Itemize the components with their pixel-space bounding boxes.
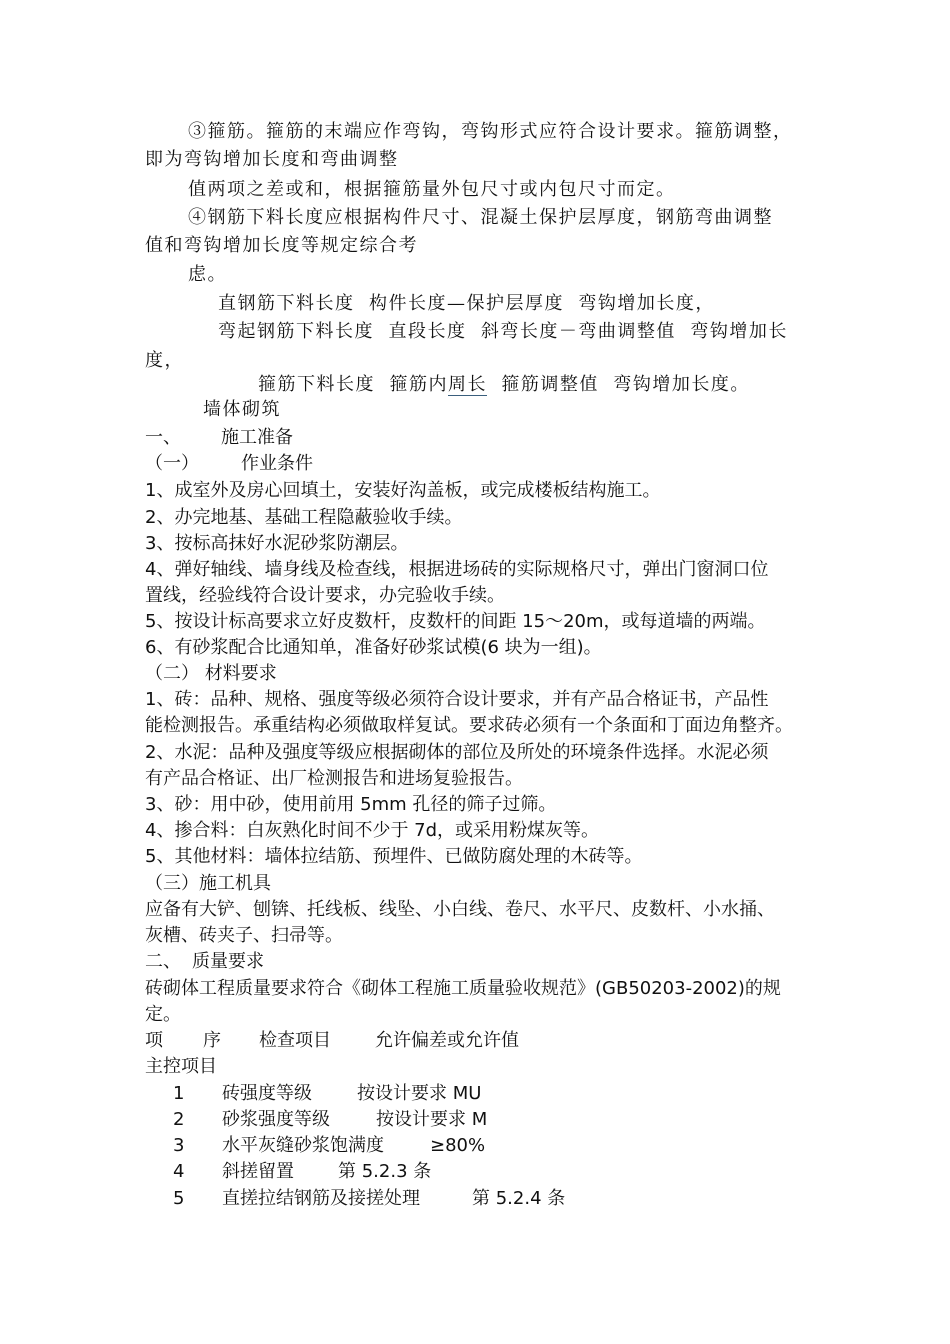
table-row-item: 直搓拉结钢筋及接搓处理 xyxy=(222,1188,420,1209)
table-row-item: 斜搓留置 xyxy=(222,1161,294,1182)
para-stirrup-line-3: 值两项之差或和，根据箍筋量外包尺寸或内包尺寸而定。 xyxy=(188,179,676,200)
material-line: 3、砂：用中砂，使用前用 5mm 孔径的筛子过筛。 xyxy=(145,794,557,815)
material-line: 5、其他材料：墙体拉结筋、预埋件、已做防腐处理的木砖等。 xyxy=(145,846,643,867)
condition-line: 5、按设计标高要求立好皮数杆，皮数杆的间距 15～20m，或每道墙的两端。 xyxy=(145,611,766,632)
heading-1-3: （三）施工机具 xyxy=(145,873,271,894)
table-row-value: 第 5.2.4 条 xyxy=(472,1188,566,1209)
table-row-no: 4 xyxy=(173,1161,185,1182)
condition-line: 2、办完地基、基础工程隐蔽验收手续。 xyxy=(145,507,463,528)
tools-line: 应备有大铲、刨锛、托线板、线坠、小白线、卷尺、水平尺、皮数杆、小水捅、 xyxy=(145,899,775,920)
heading-2 xyxy=(145,953,264,971)
table-row xyxy=(173,1085,481,1103)
formula-stirrup-post: 箍筋调整值 弯钩增加长度。 xyxy=(486,374,750,395)
condition-line: 3、按标高抹好水泥砂浆防潮层。 xyxy=(145,533,409,554)
formula-straight-bar: 直钢筋下料长度 构件长度—保护层厚度 弯钩增加长度， xyxy=(218,293,715,314)
table-row-item: 水平灰缝砂浆饱满度 xyxy=(222,1135,384,1156)
table-row-no: 1 xyxy=(173,1083,185,1104)
condition-line: 置线，经验线符合设计要求，办完验收手续。 xyxy=(145,585,505,606)
heading-1-1-num: （一） xyxy=(145,453,199,474)
table-row-no: 3 xyxy=(173,1135,185,1156)
heading-1-text: 施工准备 xyxy=(221,427,293,448)
table-row-value: 第 5.2.3 条 xyxy=(338,1161,432,1182)
table-row-no: 2 xyxy=(173,1109,185,1130)
table-row-item: 砖强度等级 xyxy=(222,1083,312,1104)
heading-1-2: （二） 材料要求 xyxy=(145,663,277,684)
formula-stirrup xyxy=(258,376,750,394)
formula-bent-bar: 弯起钢筋下料长度 直段长度 斜弯长度－弯曲调整值 弯钩增加长 xyxy=(218,321,788,342)
tools-line: 灰槽、砖夹子、扫帚等。 xyxy=(145,925,343,946)
condition-line: 4、弹好轴线、墙身线及检查线，根据进场砖的实际规格尺寸，弹出门窗洞口位 xyxy=(145,559,769,580)
material-line: 2、水泥：品种及强度等级应根据砌体的部位及所处的环境条件选择。水泥必须 xyxy=(145,742,769,763)
material-line: 4、掺合料：白灰熟化时间不少于 7d，或采用粉煤灰等。 xyxy=(145,820,600,841)
heading-1-1-text: 作业条件 xyxy=(241,453,313,474)
para-stirrup-line-1: ③箍筋。箍筋的末端应作弯钩，弯钩形式应符合设计要求。箍筋调整， xyxy=(188,121,793,142)
para-cut-length-line-3: 虑。 xyxy=(188,264,227,285)
table-header-col-1: 项 xyxy=(145,1030,163,1051)
section-title: 墙体砌筑 xyxy=(203,399,281,420)
table-row xyxy=(173,1111,487,1129)
table-row-no: 5 xyxy=(173,1188,185,1209)
condition-line: 1、成室外及房心回填土，安装好沟盖板，或完成楼板结构施工。 xyxy=(145,480,661,501)
table-row-value: 按设计要求 M xyxy=(376,1109,488,1130)
table-row-item: 砂浆强度等级 xyxy=(222,1109,330,1130)
table-row xyxy=(173,1137,485,1155)
table-row-value: ≥80% xyxy=(430,1135,486,1156)
heading-1-1 xyxy=(145,455,313,473)
heading-2-num: 二、 xyxy=(145,951,181,972)
heading-1 xyxy=(145,429,293,447)
table-header xyxy=(145,1032,519,1050)
formula-stirrup-pre: 箍筋下料长度 箍筋内 xyxy=(258,374,448,395)
material-line: 1、砖：品种、规格、强度等级必须符合设计要求，并有产品合格证书，产品性 xyxy=(145,689,769,710)
heading-1-num: 一、 xyxy=(145,427,181,448)
heading-2-text: 质量要求 xyxy=(192,951,264,972)
table-row xyxy=(173,1190,565,1208)
para-stirrup-line-2: 即为弯钩增加长度和弯曲调整 xyxy=(145,149,399,170)
formula-stirrup-underlined: 周长 xyxy=(447,374,487,395)
material-line: 能检测报告。承重结构必须做取样复试。要求砖必须有一个条面和丁面边角整齐。 xyxy=(145,715,793,736)
table-header-col-3: 检查项目 xyxy=(259,1030,331,1051)
condition-line: 6、有砂浆配合比通知单，准备好砂浆试模(6 块为一组)。 xyxy=(145,637,602,658)
material-line: 有产品合格证、出厂检测报告和进场复验报告。 xyxy=(145,768,523,789)
table-header-col-4: 允许偏差或允许值 xyxy=(375,1030,519,1051)
table-header-col-2: 序 xyxy=(203,1030,221,1051)
table-row xyxy=(173,1163,431,1181)
quality-line: 定。 xyxy=(145,1004,181,1025)
table-group-label: 主控项目 xyxy=(145,1056,217,1077)
formula-bent-bar-cont: 度， xyxy=(145,350,184,371)
quality-line: 砖砌体工程质量要求符合《砌体工程施工质量验收规范》(GB50203-2002)的规 xyxy=(145,978,781,999)
table-row-value: 按设计要求 MU xyxy=(357,1083,482,1104)
para-cut-length-line-1: ④钢筋下料长度应根据构件尺寸、混凝土保护层厚度，钢筋弯曲调整 xyxy=(188,207,773,228)
para-cut-length-line-2: 值和弯钩增加长度等规定综合考 xyxy=(145,235,418,256)
